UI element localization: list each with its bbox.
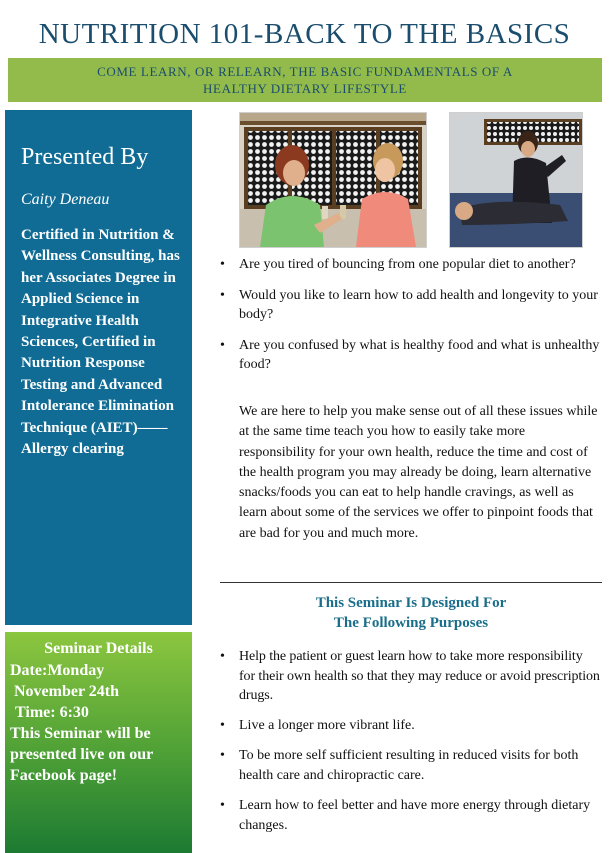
questions-list — [220, 255, 602, 375]
section-divider — [220, 582, 602, 583]
seminar-date: Date:Monday — [10, 662, 105, 679]
seminar-note-line-2: presented live on our — [10, 746, 154, 763]
consultation-photo — [239, 112, 427, 248]
purposes-list — [220, 647, 602, 835]
bullet-icon: • — [220, 337, 225, 353]
question-text: Would you like to learn how to add health and longevity to your body? — [239, 287, 598, 322]
purposes-heading-line-1: This Seminar Is Designed For — [315, 595, 507, 611]
bullet-icon: • — [220, 748, 225, 763]
subtitle-line-1: COME LEARN, OR RELEARN, THE BASIC FUNDAMENTALS OF A — [97, 64, 513, 79]
question-item — [220, 255, 602, 275]
question-text: Are you confused by what is healthy food and what is unhealthy food? — [239, 337, 600, 372]
question-text: Are you tired of bouncing from one popular diet to another? — [239, 257, 576, 272]
subtitle-line-2: HEALTHY DIETARY LIFESTYLE — [203, 81, 407, 96]
question-item — [220, 286, 602, 325]
bullet-icon: • — [220, 798, 225, 813]
seminar-details-panel — [5, 632, 192, 853]
intro-paragraph: We are here to help you make sense out of all these issues while at the same time teach you how to easily take more responsibility for your own health, reduce the time and cost of the health program you may already be doing, learn alternative snacks/foods you can eat to help handle cravings, as well as learn about some of the services we offer to pinpoint foods that are bad for you and much more. — [239, 404, 598, 541]
presenter-bio: Certified in Nutrition & Wellness Consulting, has her Associates Degree in Applied Science in Integrative Health Sciences, Certified in Nutrition Response Testing and Advanced Intolerance Elimination Technique (AIET)——Allergy clearing — [21, 227, 180, 458]
purpose-text: Learn how to feel better and have more energy through dietary changes. — [239, 798, 591, 833]
treatment-photo — [449, 112, 583, 248]
presented-by-heading: Presented By — [21, 144, 149, 170]
seminar-note-line-1: This Seminar will be — [10, 725, 151, 742]
consultation-photo-image — [240, 113, 426, 247]
page-title: NUTRITION 101-BACK TO THE BASICS — [38, 18, 571, 50]
title-bar — [4, 8, 605, 57]
bullet-icon: • — [220, 257, 225, 272]
subtitle-banner — [8, 58, 602, 102]
purpose-item — [220, 716, 602, 736]
purpose-text: Live a longer more vibrant life. — [239, 717, 415, 733]
bullet-icon: • — [220, 649, 225, 664]
purposes-heading-line-2: The Following Purposes — [333, 615, 489, 631]
purpose-text: Help the patient or guest learn how to take more responsibility for their own health so that they may reduce or avoid prescription drugs. — [239, 649, 600, 703]
treatment-photo-image — [450, 113, 582, 247]
seminar-note-line-3: Facebook page! — [10, 767, 118, 784]
purpose-item — [220, 746, 602, 785]
purposes-heading — [220, 593, 602, 633]
seminar-details-heading: Seminar Details — [44, 640, 153, 657]
subtitle-text — [8, 63, 602, 97]
question-item — [220, 336, 602, 375]
presenter-name: Caity Deneau — [21, 191, 110, 208]
presenter-panel — [5, 110, 192, 625]
purpose-text: To be more self sufficient resulting in reduced visits for both health care and chiropractic care. — [239, 748, 579, 783]
purpose-item — [220, 796, 602, 835]
seminar-day: November 24th — [14, 683, 120, 700]
seminar-time: Time: 6:30 — [15, 704, 89, 721]
purpose-item — [220, 647, 602, 706]
bullet-icon: • — [220, 717, 225, 733]
bullet-icon: • — [220, 287, 225, 303]
